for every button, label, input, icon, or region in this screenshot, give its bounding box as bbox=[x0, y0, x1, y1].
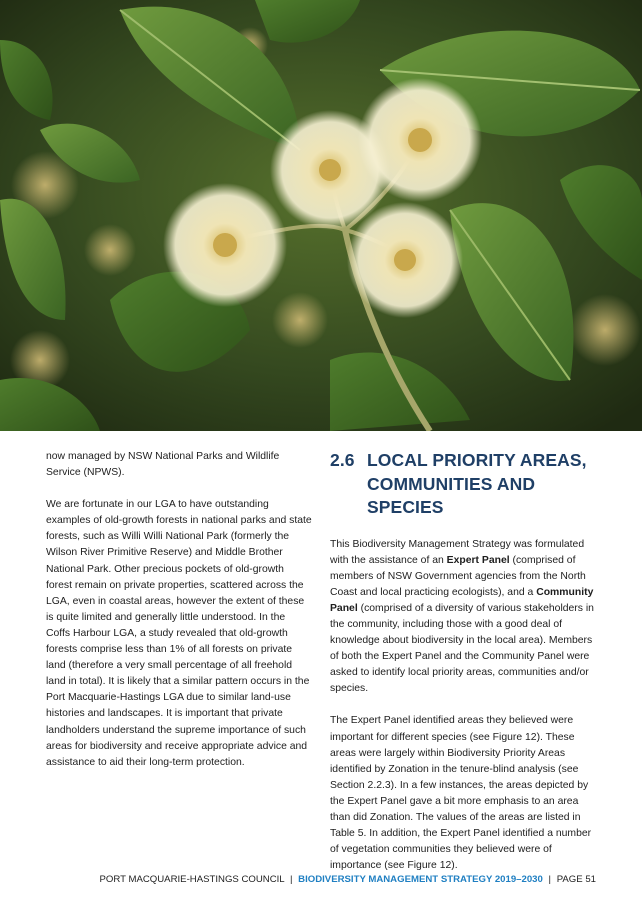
left-paragraph-1: now managed by NSW National Parks and Wildlife Service (NPWS). bbox=[46, 451, 280, 479]
right-paragraph-1-text-a: This Biodiversity Management Strategy was formulated with the assistance of an bbox=[330, 538, 585, 566]
community-panel-term: Community Panel bbox=[330, 586, 594, 614]
eucalyptus-blossoms-illustration bbox=[0, 0, 642, 431]
left-column bbox=[46, 449, 312, 787]
right-paragraph-2: The Expert Panel identified areas they believed were important for different species (see Figure 12). These areas were largely within Biodiversity Priority Areas identified by Zonation in the tenure-blind analysis (see Section 2.2.3). In a few instances, the areas depicted by the Expert Panel gave a bit more emphasis to an area than did Zonation. The values of the areas are listed in Table 5. In addition, the Expert Panel identified a number of vegetation communities they believed were of importance (see Figure 12). bbox=[330, 715, 592, 872]
left-paragraph-2: We are fortunate in our LGA to have outstanding examples of old-growth forests in national parks and state forests, such as Willi Willi National Park (formerly the Wilson River Primitive Reserve) and Middle Brother National Park. Other precious pockets of old-growth forest remain on private properties, scattered across the LGA, even in coastal areas, however the extent of these is quite limited and generally little understood. In the Coffs Harbour LGA, a study revealed that old-growth forests comprise less than 1% of all forests on private land (therefore a very small percentage of all freehold land in total). It is likely that a similar pattern occurs in the Port Macquarie-Hastings LGA due to similar land-use histories and landscapes. It is important that private landholders understand the supreme importance of such areas for biodiversity and receive appropriate advice and assistance to aid their long-term protection. bbox=[46, 499, 312, 768]
right-column bbox=[330, 449, 596, 890]
footer-separator: | bbox=[289, 874, 293, 885]
right-paragraph-1-text-e: (comprised of a diversity of various stakeholders in the community, including those with a good deal of knowledge about biodiversity in the local area). Members of both the Expert Panel and the Community Panel were asked to identify local priority areas, communities and/or species. bbox=[330, 602, 594, 695]
page-footer bbox=[100, 874, 597, 885]
cover-photo bbox=[0, 0, 642, 431]
section-number: 2.6 bbox=[330, 450, 355, 470]
footer-separator-2: | bbox=[548, 874, 552, 885]
expert-panel-term: Expert Panel bbox=[446, 554, 510, 566]
footer-council: PORT MACQUARIE-HASTINGS COUNCIL bbox=[99, 874, 285, 885]
section-title: LOCAL PRIORITY AREAS, COMMUNITIES AND SPECIES bbox=[367, 450, 587, 517]
right-paragraph-1 bbox=[330, 537, 596, 698]
right-paragraph-1-text-c: (comprised of members of NSW Government agencies from the North Coast and local practicing ecologists), and a bbox=[330, 554, 586, 598]
footer-strategy-title: BIODIVERSITY MANAGEMENT STRATEGY 2019–2030 bbox=[298, 874, 543, 885]
footer-page-number: PAGE 51 bbox=[556, 874, 596, 885]
section-heading bbox=[330, 449, 596, 520]
